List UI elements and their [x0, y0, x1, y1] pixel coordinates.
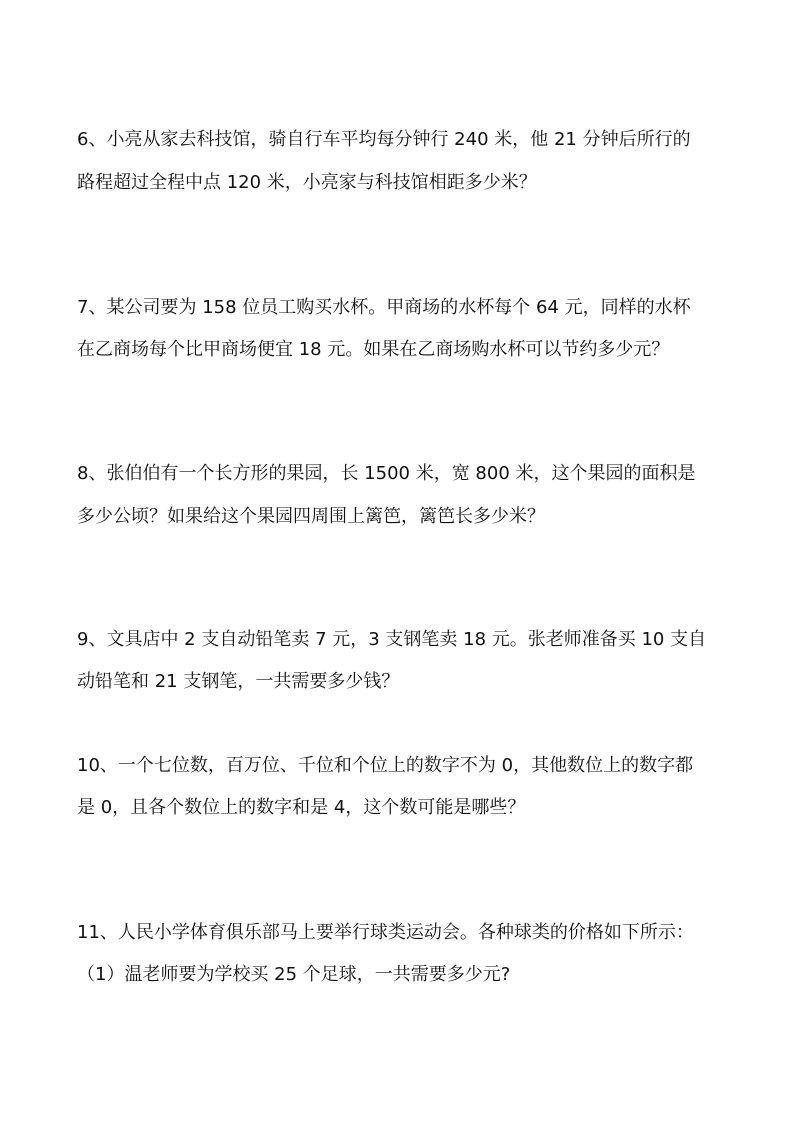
- question-9-line-2: 动铅笔和 21 支钢笔，一共需要多少钱？: [77, 671, 400, 692]
- question-9-line-1: 9、文具店中 2 支自动铅笔卖 7 元，3 支钢笔卖 18 元。张老师准备买 10 支自: [77, 629, 707, 650]
- question-6-line-1: 6、小亮从家去科技馆，骑自行车平均每分钟行 240 米，他 21 分钟后所行的: [77, 129, 691, 150]
- question-11-subquestion-1: （1）温老师要为学校买 25 个足球，一共需要多少元?: [77, 964, 511, 985]
- question-11-line-1: 11、人民小学体育俱乐部马上要举行球类运动会。各种球类的价格如下所示：: [77, 922, 694, 943]
- question-6-line-2: 路程超过全程中点 120 米，小亮家与科技馆相距多少米？: [77, 172, 537, 193]
- question-7-line-2: 在乙商场每个比甲商场便宜 18 元。如果在乙商场购水杯可以节约多少元？: [77, 339, 670, 360]
- question-7-line-1: 7、某公司要为 158 位员工购买水杯。甲商场的水杯每个 64 元，同样的水杯: [77, 297, 691, 318]
- question-8-line-1: 8、张伯伯有一个长方形的果园，长 1500 米，宽 800 米，这个果园的面积是: [77, 463, 696, 484]
- question-10-line-2: 是 0，且各个数位上的数字和是 4，这个数可能是哪些？: [77, 797, 526, 818]
- question-8-line-2: 多少公顷？如果给这个果园四周围上篱笆，篱笆长多少米？: [77, 506, 545, 527]
- question-10-line-1: 10、一个七位数，百万位、千位和个位上的数字不为 0，其他数位上的数字都: [77, 755, 694, 776]
